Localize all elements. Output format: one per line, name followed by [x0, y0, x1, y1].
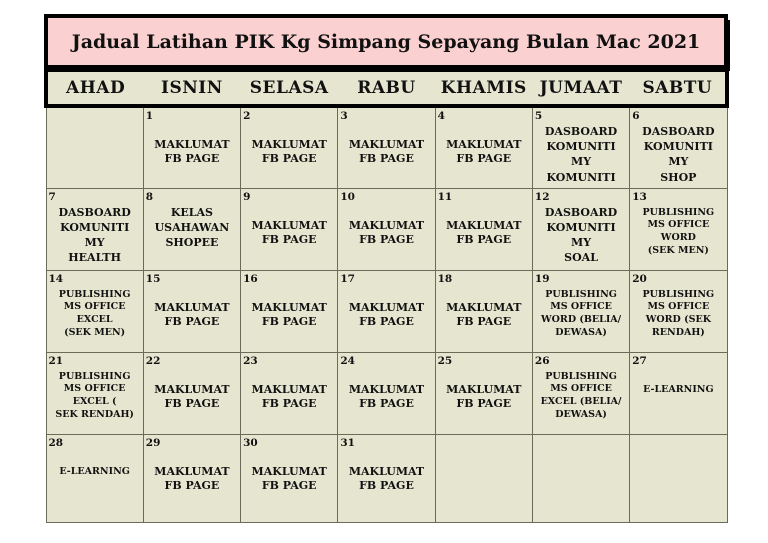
training-event	[144, 383, 240, 412]
training-event	[436, 219, 532, 248]
training-event	[533, 205, 629, 266]
calendar-day-cell	[435, 270, 532, 352]
event-text-line: (SEK MEN)	[64, 326, 126, 338]
calendar-day-cell	[630, 434, 727, 522]
weekday-header: ISNIN	[143, 70, 240, 106]
training-event	[338, 301, 434, 330]
calendar-day-cell	[143, 434, 240, 522]
event-text-line: DEWASA)	[555, 408, 607, 420]
calendar-day-cell	[630, 106, 727, 188]
event-text-line: MAKLUMAT	[348, 464, 425, 478]
training-event	[338, 219, 434, 248]
event-text-line: MS OFFICE	[647, 219, 710, 231]
weekday-header: JUMAAT	[532, 70, 629, 106]
event-text-line: FB PAGE	[261, 232, 317, 246]
training-event	[630, 289, 726, 340]
calendar-day-cell	[143, 352, 240, 434]
day-number: 1	[145, 110, 154, 122]
calendar-day-cell	[338, 352, 435, 434]
event-text-line: MAKLUMAT	[251, 464, 327, 478]
event-text-line: MAKLUMAT	[348, 300, 425, 314]
calendar-day-cell	[338, 106, 435, 188]
event-text-line: DASBOARD	[642, 125, 715, 138]
day-number: 22	[145, 354, 161, 367]
day-number: 20	[632, 272, 647, 285]
day-number: 4	[437, 110, 445, 122]
event-text-line: FB PAGE	[261, 314, 317, 328]
event-text-line: FB PAGE	[164, 314, 220, 328]
event-text-line: MAKLUMAT	[251, 300, 327, 314]
event-text-line: PUBLISHING	[642, 206, 715, 218]
day-number: 16	[243, 272, 258, 285]
event-text-line: FB PAGE	[456, 232, 512, 246]
calendar-day-cell	[143, 188, 240, 270]
event-text-line: EXCEL (BELIA/	[540, 396, 622, 408]
calendar-week-row	[46, 352, 727, 434]
event-text-line: PUBLISHING	[545, 288, 617, 300]
day-number: 8	[145, 190, 154, 203]
calendar-day-cell	[338, 270, 435, 352]
event-text-line: FB PAGE	[456, 396, 512, 410]
training-event	[241, 301, 337, 330]
training-event	[144, 301, 240, 330]
day-number: 27	[632, 354, 647, 367]
calendar-week-row	[46, 434, 727, 522]
day-number: 11	[437, 190, 453, 203]
training-event	[47, 466, 143, 478]
event-text-line: (SEK MEN)	[647, 244, 709, 256]
calendar-day-cell	[532, 434, 629, 522]
calendar-day-cell	[46, 270, 143, 352]
event-text-line: FB PAGE	[164, 478, 220, 492]
training-event	[47, 371, 143, 422]
day-number: 26	[534, 354, 550, 367]
event-text-line: MS OFFICE	[63, 301, 126, 313]
event-text-line: SOAL	[564, 251, 598, 265]
event-text-line: FB PAGE	[359, 478, 414, 492]
event-text-line: PUBLISHING	[58, 370, 131, 382]
title-banner	[44, 14, 728, 69]
event-text-line: WORD (BELIA/	[540, 314, 622, 326]
event-text-line: FB PAGE	[261, 152, 317, 166]
event-text-line: MAKLUMAT	[251, 218, 327, 232]
calendar-week-row	[46, 270, 727, 352]
event-text-line: MS OFFICE	[550, 301, 612, 313]
calendar-week-row	[46, 188, 727, 270]
event-text-line: SHOP	[660, 170, 697, 184]
day-number: 17	[340, 272, 355, 285]
training-event	[241, 383, 337, 412]
training-event	[533, 371, 629, 422]
event-text-line: WORD	[660, 232, 696, 244]
weekday-header: SABTU	[630, 70, 727, 106]
day-number: 31	[340, 436, 355, 449]
training-event	[338, 465, 434, 494]
event-text-line: FB PAGE	[261, 478, 317, 492]
training-event	[436, 138, 532, 167]
event-text-line: KOMUNITI	[643, 140, 713, 154]
day-number: 25	[437, 354, 453, 367]
day-number: 19	[534, 272, 550, 285]
calendar-day-cell	[46, 352, 143, 434]
event-text-line: MAKLUMAT	[251, 138, 327, 151]
calendar-day-cell	[630, 270, 727, 352]
event-text-line: MS OFFICE	[647, 301, 710, 313]
training-event	[338, 138, 434, 167]
event-text-line: FB PAGE	[359, 314, 414, 328]
page-title: Jadual Latihan PIK Kg Simpang Sepayang Bulan Mac 2021	[71, 30, 701, 53]
event-text-line: FB PAGE	[456, 314, 512, 328]
day-number: 14	[48, 272, 64, 285]
calendar-day-cell	[46, 188, 143, 270]
event-text-line: FB PAGE	[456, 152, 512, 166]
calendar-day-cell	[630, 352, 727, 434]
calendar-day-cell	[46, 434, 143, 522]
calendar-day-cell	[143, 106, 240, 188]
weekday-header: AHAD	[46, 70, 143, 106]
day-number: 2	[243, 110, 251, 122]
calendar-day-cell	[241, 188, 338, 270]
event-text-line: HEALTH	[68, 251, 121, 265]
training-event	[241, 138, 337, 167]
day-number: 15	[145, 272, 161, 285]
day-number: 23	[243, 354, 258, 367]
event-text-line: FB PAGE	[261, 396, 317, 410]
weekday-header: KHAMIS	[435, 70, 532, 106]
day-number: 12	[534, 190, 550, 203]
event-text-line: PUBLISHING	[642, 288, 715, 300]
event-text-line: MY	[571, 235, 592, 249]
weekday-header: SELASA	[241, 70, 338, 106]
training-event	[47, 289, 143, 340]
event-text-line: DASBOARD	[544, 205, 618, 219]
training-event	[144, 205, 240, 251]
training-event	[630, 207, 726, 258]
event-text-line: E-LEARNING	[643, 383, 714, 395]
training-event	[630, 384, 726, 396]
event-text-line: EXCEL	[76, 314, 113, 326]
training-event	[241, 465, 337, 494]
event-text-line: MAKLUMAT	[251, 382, 327, 396]
event-text-line: KOMUNITI	[546, 220, 616, 234]
event-text-line: KOMUNITI	[546, 140, 616, 154]
training-event	[338, 383, 434, 412]
day-number: 6	[632, 110, 640, 122]
event-text-line: MAKLUMAT	[446, 138, 522, 151]
training-event	[47, 205, 143, 266]
calendar-day-cell	[532, 270, 629, 352]
event-text-line: E-LEARNING	[59, 465, 130, 477]
event-text-line: MY	[668, 155, 689, 169]
event-text-line: MAKLUMAT	[154, 464, 230, 478]
event-text-line: FB PAGE	[164, 396, 220, 410]
calendar-day-cell	[241, 270, 338, 352]
event-text-line: FB PAGE	[359, 152, 414, 166]
day-number: 9	[243, 190, 251, 203]
event-text-line: RENDAH)	[651, 326, 705, 338]
calendar-day-cell	[241, 434, 338, 522]
event-text-line: MS OFFICE	[63, 383, 126, 395]
calendar-day-cell	[435, 106, 532, 188]
event-text-line: EXCEL (	[72, 396, 117, 408]
training-event	[436, 383, 532, 412]
day-number: 18	[437, 272, 453, 285]
day-number: 10	[340, 190, 355, 203]
event-text-line: FB PAGE	[164, 152, 220, 166]
training-event	[144, 138, 240, 167]
day-number: 30	[243, 436, 258, 449]
calendar-day-cell	[46, 106, 143, 188]
day-number: 13	[632, 190, 647, 203]
event-text-line: KOMUNITI	[546, 170, 616, 184]
event-text-line: MAKLUMAT	[446, 382, 522, 396]
calendar-day-cell	[435, 188, 532, 270]
day-number: 7	[48, 190, 56, 203]
training-event	[436, 301, 532, 330]
event-text-line: WORD (SEK	[645, 314, 711, 326]
event-text-line: USAHAWAN	[154, 220, 230, 234]
event-text-line: MAKLUMAT	[446, 300, 522, 314]
event-text-line: KOMUNITI	[60, 220, 130, 234]
calendar-day-cell	[435, 434, 532, 522]
calendar-day-cell	[338, 434, 435, 522]
day-number: 3	[340, 110, 348, 122]
calendar-day-cell	[532, 188, 629, 270]
calendar-day-cell	[241, 352, 338, 434]
training-event	[533, 124, 629, 185]
calendar-table	[44, 68, 729, 523]
event-text-line: FB PAGE	[359, 396, 414, 410]
day-number: 28	[48, 436, 64, 449]
event-text-line: MS OFFICE	[550, 383, 612, 395]
event-text-line: MAKLUMAT	[348, 138, 425, 151]
calendar-day-cell	[532, 352, 629, 434]
weekday-header-row	[46, 70, 727, 106]
day-number: 24	[340, 354, 355, 367]
calendar-day-cell	[338, 188, 435, 270]
day-number: 21	[48, 354, 64, 367]
event-text-line: DASBOARD	[58, 205, 131, 219]
event-text-line: MAKLUMAT	[154, 300, 230, 314]
event-text-line: MY	[571, 155, 592, 169]
calendar-week-row	[46, 106, 727, 188]
event-text-line: PUBLISHING	[545, 370, 617, 382]
event-text-line: FB PAGE	[359, 232, 414, 246]
training-event	[241, 219, 337, 248]
training-event	[630, 124, 726, 185]
calendar-day-cell	[143, 270, 240, 352]
event-text-line: DASBOARD	[544, 125, 618, 138]
calendar-day-cell	[241, 106, 338, 188]
event-text-line: MAKLUMAT	[154, 382, 230, 396]
weekday-header: RABU	[338, 70, 435, 106]
calendar-day-cell	[532, 106, 629, 188]
training-event	[144, 465, 240, 494]
event-text-line: MAKLUMAT	[446, 218, 522, 232]
calendar-day-cell	[630, 188, 727, 270]
event-text-line: PUBLISHING	[58, 288, 131, 300]
event-text-line: SHOPEE	[165, 235, 219, 249]
calendar-day-cell	[435, 352, 532, 434]
event-text-line: SEK RENDAH)	[55, 408, 134, 420]
training-event	[533, 289, 629, 340]
event-text-line: MAKLUMAT	[154, 138, 230, 151]
day-number: 5	[534, 110, 543, 122]
event-text-line: MY	[84, 235, 105, 249]
event-text-line: KELAS	[170, 205, 213, 219]
event-text-line: MAKLUMAT	[348, 382, 425, 396]
event-text-line: DEWASA)	[555, 326, 607, 338]
event-text-line: MAKLUMAT	[348, 218, 425, 232]
day-number: 29	[145, 436, 161, 449]
